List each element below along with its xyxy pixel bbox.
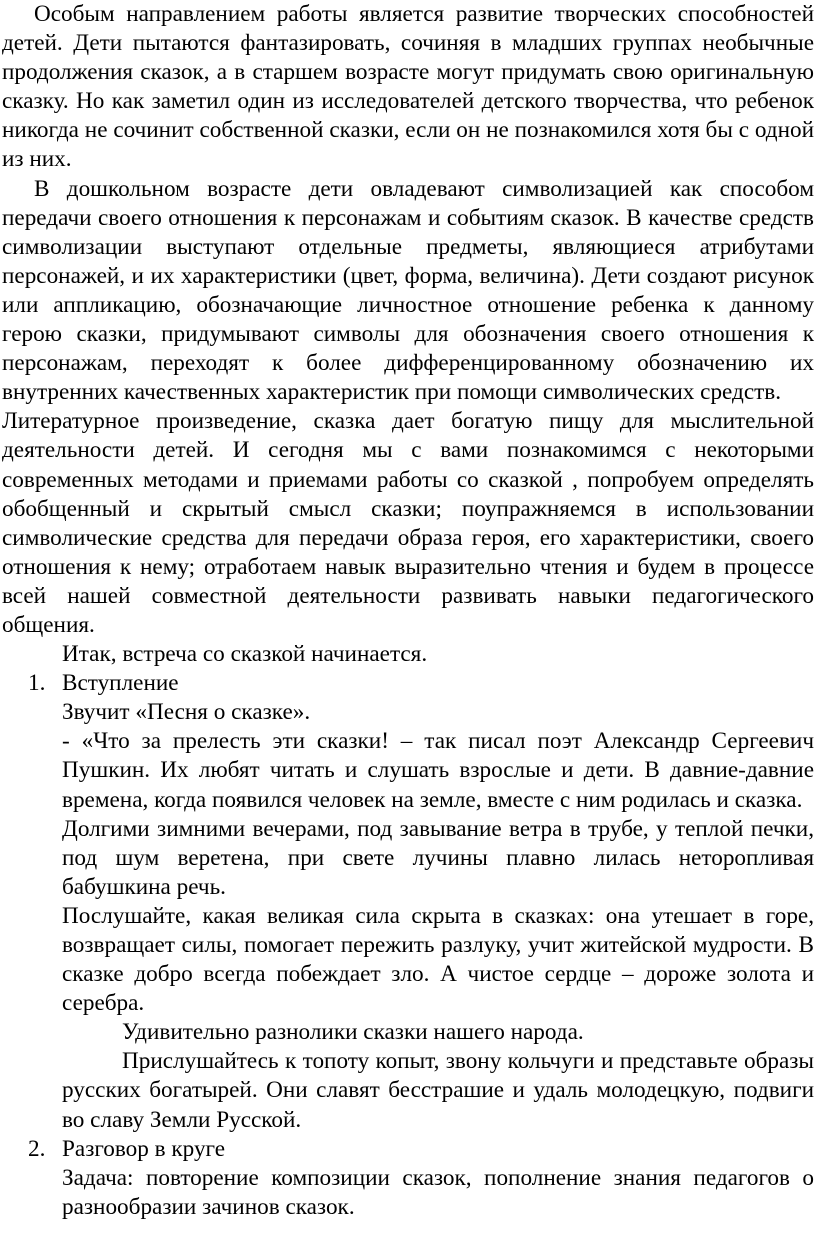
list-item-title: Вступление bbox=[62, 670, 179, 697]
list-number: 1. bbox=[28, 670, 46, 697]
list-number: 2. bbox=[28, 1135, 46, 1162]
numbered-list bbox=[2, 669, 814, 1018]
paragraph-meeting-begins: Итак, встреча со сказкой начинается. bbox=[62, 641, 428, 668]
task-text: Задача: повторение композиции сказок, пополнение знания педагогов о разнообразии зачинов сказок. bbox=[62, 1164, 814, 1220]
list-item-title: Разговор в круге bbox=[62, 1135, 226, 1162]
song-line: Звучит «Песня о сказке». bbox=[62, 699, 311, 726]
diverse-tales-text: Удивительно разнолики сказки нашего народа. bbox=[122, 1019, 584, 1046]
numbered-list-continued bbox=[2, 1135, 814, 1222]
paragraph-symbolization: В дошкольном возрасте дети овладевают символизацией как способом передачи своего отношения к персонажам и событиям сказок. В качестве средств символизации выступают отдельные предметы, являющиеся атрибутами персонажей, и их характеристики (цвет, форма, величина). Дети создают рисунок или аппликацию, обозначающие личностное отношение ребенка к данному герою сказки, придумывают символы для обозначения своего отношения к персонажам, переходят к более дифференцированному обозначению их внутренних качественных характеристик при помощи символических средств. bbox=[2, 175, 814, 406]
winter-evenings-text: Долгими зимними вечерами, под завывание ветра в трубе, у теплой печки, под шум веретена, при свете лучины плавно лилась неторопливая бабушкина речь. bbox=[62, 815, 814, 900]
paragraph-literary-work: Литературное произведение, сказка дает богатую пищу для мыслительной деятельности детей. И сегодня мы с вами познакомимся с некоторыми современных методами и приемами работы со сказкой , попробуем определять обобщенный и скрытый смысл сказки; поупражняемся в использовании символические средства для передачи образа героя, его характеристики, своего отношения к нему; отработаем навык выразительно чтения и будем в процессе всей нашей совместной деятельности развивать навыки педагогического общения. bbox=[2, 408, 814, 638]
list-item-circle-talk bbox=[2, 1135, 814, 1222]
list-item-introduction bbox=[2, 669, 814, 1018]
pushkin-quote: - «Что за прелесть эти сказки! – так писал поэт Александр Сергеевич Пушкин. Их любят читать и слушать взрослые и дети. В давние-давние времена, когда появился человек на земле, вместе с ним родилась и сказка. bbox=[62, 728, 814, 813]
document-page bbox=[2, 0, 814, 1222]
fairy-tale-power-text: Послушайте, какая великая сила скрыта в сказках: она утешает в горе, возвращает силы, помогает пережить разлуку, учит житейской мудрости. В сказке добро всегда побеждает зло. А чистое сердце – дороже золота и серебра. bbox=[62, 902, 814, 1017]
paragraph-creativity: Особым направлением работы является развитие творческих способностей детей. Дети пытаются фантазировать, сочиняя в младших группах необычные продолжения сказок, а в старшем возрасте могут придумать свою оригинальную сказку. Но как заметил один из исследователей детского творчества, что ребенок никогда не сочинит собственной сказки, если он не познакомился хотя бы с одной из них. bbox=[2, 1, 814, 173]
bogatyr-text: Прислушайтесь к топоту копыт, звону кольчуги и представьте образы русских богатырей. Они славят бесстрашие и удаль молодецкую, подвиги во славу Земли Русской. bbox=[62, 1048, 814, 1133]
